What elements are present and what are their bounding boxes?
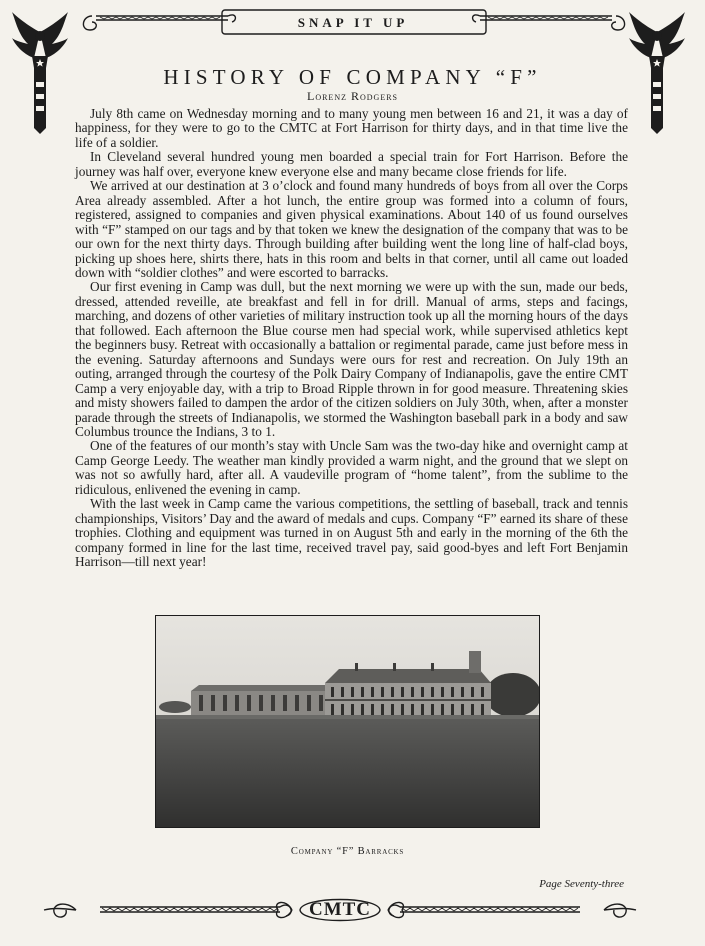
barracks-photo — [155, 615, 540, 828]
body-paragraph: July 8th came on Wednesday morning and to many young men between 16 and 21, it was a day of happiness, for they were to go to the CMTC at Fort Harrison for thirty days, and in that time live the life of a soldier. — [75, 106, 628, 150]
page-number: Page Seventy-three — [539, 878, 624, 890]
article-body — [75, 107, 628, 570]
header-title: SNAP IT UP — [297, 15, 409, 30]
photo-caption: Company “F” Barracks — [290, 846, 405, 857]
body-paragraph: We arrived at our destination at 3 o’clock and found many hundreds of boys from all over the Corps Area already assembled. After a hot lunch, the entire group was formed into a column of fours, registered, assigned to companies and given physical examinations. About 140 of us found ourselves with “F” stamped on our tags and by that token we knew the designation of the company that was to be our own for the next thirty days. Through building after building went the long line of half-clad boys, picking up shoes here, shirts there, hats in this room and belts in that corner, until all came out loaded down with “soldier clothes” and were escorted to barracks. — [75, 178, 628, 280]
body-paragraph: With the last week in Camp came the various competitions, the settling of baseball, track and tennis championships, Visitors’ Day and the award of medals and cups. Company “F” earned its share of these trophies. Clothing and equipment was turned in on August 5th and early in the morning of the 6th the company formed in line for the last time, received travel pay, said good-byes and left Fort Benjamin Harrison—till next year! — [75, 496, 628, 570]
body-paragraph: In Cleveland several hundred young men boarded a special train for Fort Harrison. Before the journey was half over, everyone knew everyone else and many became close friends for life. — [75, 149, 628, 179]
body-paragraph: One of the features of our month’s stay with Uncle Sam was the two-day hike and overnight camp at Camp George Leedy. The weather man kindly provided a warm night, and the ground that we slept on was not so awfully hard, after all. A vaudeville program of “home talent”, from the sublime to the ridiculous, enlivened the evening in camp. — [75, 438, 628, 497]
cmtc-badge: CMTC — [308, 899, 372, 920]
article-author: Lorenz Rodgers — [306, 89, 398, 103]
eagle-emblem-icon — [10, 12, 70, 134]
body-paragraph: Our first evening in Camp was dull, but the next morning we were up with the sun, made our beds, dressed, attended reveille, ate breakfast and fell in for drill. Manual of arms, steps and facings, marching, and dozens of other varieties of military instruction took up all the morning hours of the days that followed. Each afternoon the Blue course men had special work, while supervised athletics kept the beginners busy. Retreat with occasionally a battalion or regimental parade, came just before mess in the evening. Saturday afternoons and Sundays were ours for rest and recreation. On July 19th an outing, arranged through the courtesy of the Polk Dairy Company of Indianapolis, gave the entire CMT Camp a very enjoyable day, with a trip to Broad Ripple thrown in for good measure. Threatening skies and misty showers failed to dampen the ardor of the citizen soldiers on July 30th, when, after a monster parade through the streets of Indianapolis, we stormed the Washington baseball park in a body and saw Columbus trounce the Indians, 3 to 1. — [75, 279, 628, 439]
eagle-emblem-icon — [627, 12, 687, 134]
article-title: HISTORY OF COMPANY “F” — [163, 65, 542, 89]
